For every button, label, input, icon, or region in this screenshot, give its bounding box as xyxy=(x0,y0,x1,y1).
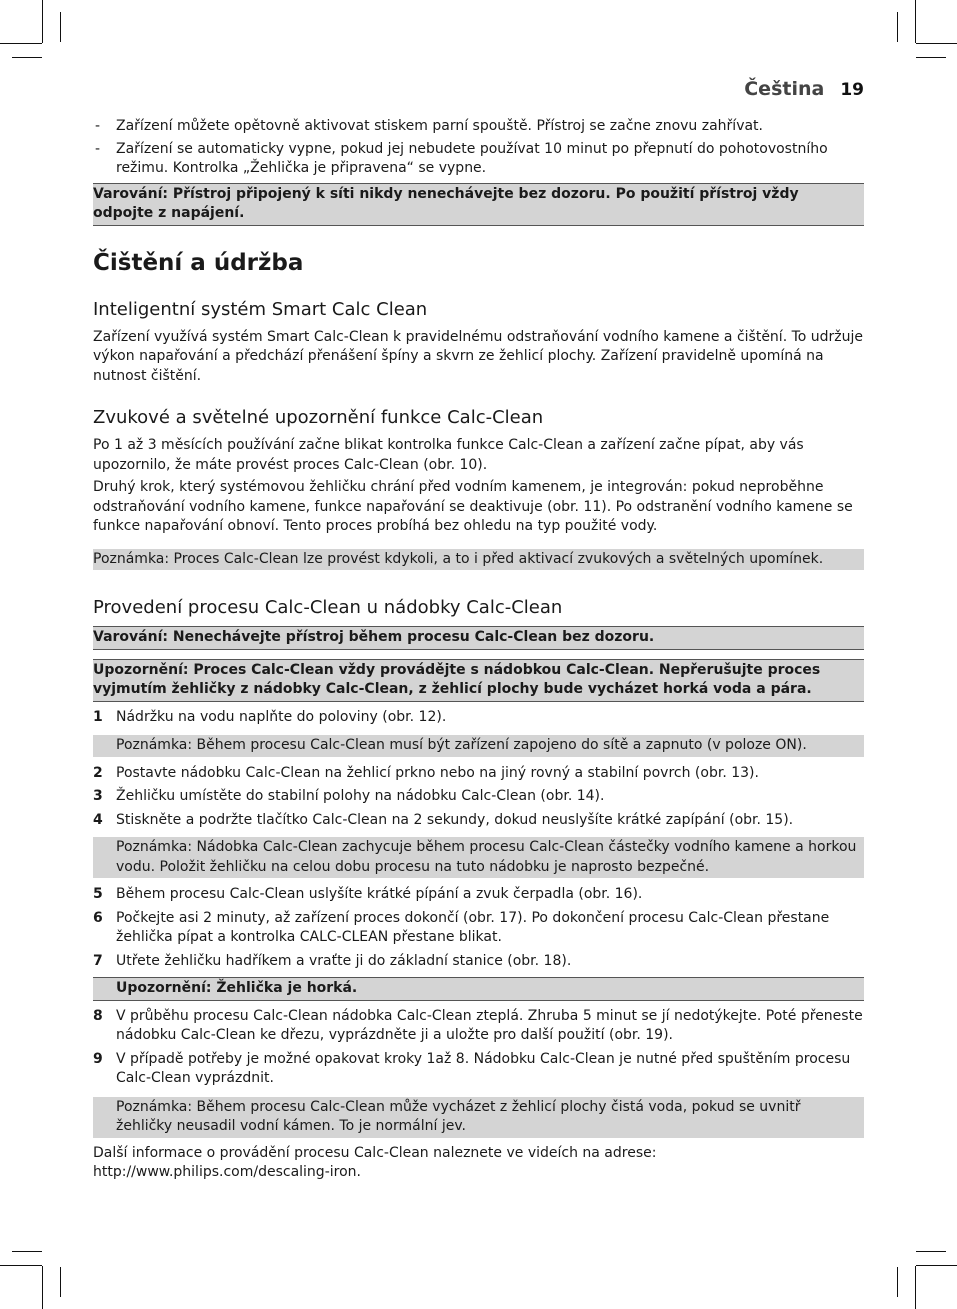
crop-mark xyxy=(42,0,43,43)
crop-mark xyxy=(0,1265,42,1266)
step-item xyxy=(93,1007,864,1046)
note-box: Poznámka: Nádobka Calc-Clean zachycuje během procesu Calc-Clean částečky vodního kamene a horkou vodu. Položit žehličku na celou dobu procesu na tuto nádobku je naprosto bezpečné. xyxy=(93,837,864,878)
step-item xyxy=(93,764,864,784)
crop-mark xyxy=(12,57,42,58)
step-number: 9 xyxy=(93,1050,103,1067)
crop-mark xyxy=(916,43,957,44)
page-content xyxy=(93,117,864,1183)
step-number: 4 xyxy=(93,811,103,828)
paragraph: Po 1 až 3 měsících používání začne blikat kontrolka funkce Calc-Clean a zařízení začne pípat, aby vás upozornilo, že máte provést proces Calc-Clean (obr. 10). xyxy=(93,437,804,473)
step-number: 6 xyxy=(93,909,103,926)
step-text: Během procesu Calc-Clean uslyšíte krátké pípání a zvuk čerpadla (obr. 16). xyxy=(116,886,643,902)
step-item xyxy=(93,909,864,948)
step-number: 7 xyxy=(93,952,103,969)
crop-mark xyxy=(897,12,898,42)
subsection-title: Provedení procesu Calc-Clean u nádobky Calc-Clean xyxy=(93,597,563,618)
crop-mark xyxy=(42,1266,43,1309)
crop-mark xyxy=(915,1266,916,1309)
subsection-title: Inteligentní systém Smart Calc Clean xyxy=(93,298,428,320)
crop-mark xyxy=(916,1251,946,1252)
section-title: Čištění a údržba xyxy=(93,249,304,276)
step-item xyxy=(93,1050,864,1089)
note-box: Poznámka: Proces Calc-Clean lze provést kdykoli, a to i před aktivací zvukových a světelných upomínek. xyxy=(93,549,864,571)
crop-mark xyxy=(0,43,42,44)
page-header xyxy=(744,78,864,100)
note-box: Poznámka: Během procesu Calc-Clean musí být zařízení zapojeno do sítě a zapnuto (v poloze ON). xyxy=(93,735,864,757)
warning-box: Varování: Přístroj připojený k síti nikdy nenechávejte bez dozoru. Po použití přístroj vždy odpojte z napájení. xyxy=(93,183,864,226)
step-number: 8 xyxy=(93,1007,103,1024)
note-box: Poznámka: Během procesu Calc-Clean může vycházet z žehlicí plochy čistá voda, pokud se uvnitř žehličky neusadil vodní kámen. To je normální jev. xyxy=(93,1097,864,1138)
step-text: V průběhu procesu Calc-Clean nádobka Calc-Clean zteplá. Zhruba 5 minut se jí nedotýkejte. Poté přeneste nádobku Calc-Clean ke dřezu, vyprázdněte ji a uložte pro další použití (obr. 19). xyxy=(116,1007,863,1043)
step-text: V případě potřeby je možné opakovat kroky 1až 8. Nádobku Calc-Clean je nutné před spuštěním procesu Calc-Clean vyprázdnit. xyxy=(116,1050,851,1086)
crop-mark xyxy=(916,1265,957,1266)
step-number: 2 xyxy=(93,764,103,781)
step-text: Žehličku umístěte do stabilní polohy na nádobku Calc-Clean (obr. 14). xyxy=(116,788,605,804)
step-item xyxy=(93,811,864,831)
page-number: 19 xyxy=(840,80,864,100)
step-number: 5 xyxy=(93,886,103,902)
caution-box: Upozornění: Proces Calc-Clean vždy provádějte s nádobkou Calc-Clean. Nepřerušujte proces vyjmutím žehličky z nádobky Calc-Clean, z žehlicí plochy bude vycházet horká voda a pára. xyxy=(93,659,864,702)
step-text: Stiskněte a podržte tlačítko Calc-Clean na 2 sekundy, dokud neuslyšíte krátké zapípání (obr. 15). xyxy=(116,811,794,828)
bullet-item: - Zařízení se automaticky vypne, pokud jej nebudete používat 10 minut po přepnutí do pohotovostního režimu. Kontrolka „Žehlička je připravena“ se vypne. xyxy=(93,140,864,179)
subsection-title: Zvukové a světelné upozornění funkce Calc-Clean xyxy=(93,407,544,428)
step-number: 3 xyxy=(93,788,103,804)
crop-mark xyxy=(897,1267,898,1297)
paragraph: Zařízení využívá systém Smart Calc-Clean k pravidelnému odstraňování vodního kamene a čištění. To udržuje výkon napařování a předchází přenášení špíny a skvrn ze žehlicí plochy. Zařízení pravidelně upomíná na nutnost čištění. xyxy=(93,328,864,384)
step-item xyxy=(93,787,864,807)
step-text: Postavte nádobku Calc-Clean na žehlicí prkno nebo na jiný rovný a stabilní povrch (obr. 13). xyxy=(116,764,759,781)
language-label: Čeština xyxy=(744,78,825,100)
step-item xyxy=(93,952,864,972)
step-item xyxy=(93,708,864,728)
bullet-item: - Zařízení můžete opětovně aktivovat stiskem parní spouště. Přístroj se začne znovu zahřívat. xyxy=(93,117,864,137)
crop-mark xyxy=(60,1267,61,1297)
step-text: Počkejte asi 2 minuty, až zařízení proces dokončí (obr. 17). Po dokončení procesu Calc-Clean přestane žehlička pípat a kontrolka CALC-CLEAN přestane blikat. xyxy=(116,909,830,945)
crop-mark xyxy=(916,57,946,58)
step-text: Nádržku na vodu naplňte do poloviny (obr. 12). xyxy=(116,708,447,725)
paragraph: Další informace o provádění procesu Calc-Clean naleznete ve videích na adrese: http://www.philips.com/descaling-iron. xyxy=(93,1144,657,1180)
step-item xyxy=(93,885,864,905)
crop-mark xyxy=(60,12,61,42)
step-text: Utřete žehličku hadříkem a vraťte ji do základní stanice (obr. 18). xyxy=(116,952,572,969)
crop-mark xyxy=(915,0,916,43)
caution-box: Upozornění: Žehlička je horká. xyxy=(93,977,864,1001)
warning-box: Varování: Nenechávejte přístroj během procesu Calc-Clean bez dozoru. xyxy=(93,626,864,650)
paragraph: Druhý krok, který systémovou žehličku chrání před vodním kamenem, je integrován: pokud neproběhne odstraňování vodního kamene, funkce napařování se deaktivuje (obr. 11). Po odstranění vodního kamene se funkce napařování obnoví. Tento proces probíhá bez ohledu na typ použité vody. xyxy=(93,479,853,534)
crop-mark xyxy=(12,1251,42,1252)
step-number: 1 xyxy=(93,708,103,725)
